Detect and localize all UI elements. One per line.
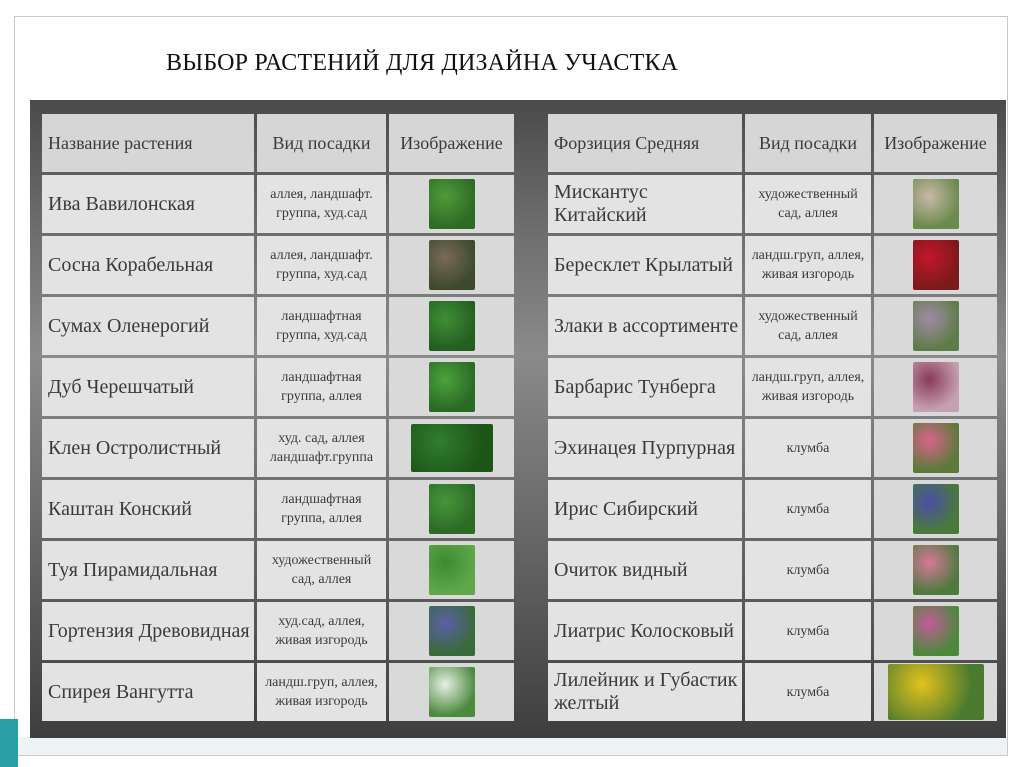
planting-type-text [752,368,865,406]
planting-type-text [787,683,830,702]
planting-type-line: художественный [758,309,858,324]
echinacea-photo [913,423,959,473]
planting-type-line: сад, аллея [778,328,838,343]
plant-image-cell [389,358,514,416]
planting-type-line: ландш.груп, аллея, [265,675,378,690]
plant-name-cell: Очиток видный [548,541,742,599]
planting-type-line: клумба [786,440,830,456]
planting-type-cell [745,663,871,721]
header-image-cell: Изображение [389,114,514,172]
pine-tree-photo [429,240,475,290]
planting-type-line: живая изгородь [275,694,368,709]
plant-image-cell [874,541,997,599]
planting-type-line: живая изгородь [275,633,368,648]
table-row [42,541,514,599]
daylily-photo [888,664,984,720]
plant-image-cell [874,236,997,294]
table-row [548,480,997,538]
plant-name-cell: Сосна Корабельная [42,236,254,294]
table-row [42,419,514,477]
plant-image-cell [389,663,514,721]
header-image-cell: Изображение [874,114,997,172]
plant-image-cell [389,175,514,233]
table-row [548,602,997,660]
plant-image-cell [874,663,997,721]
planting-type-cell [745,358,871,416]
planting-type-line: аллея, ландшафт. [270,248,373,263]
table-row [42,297,514,355]
plant-name-cell: Дуб Черешчатый [42,358,254,416]
planting-type-text [787,561,830,580]
planting-type-line: ландшафтная [281,370,362,385]
planting-type-text [270,429,373,467]
planting-type-cell [257,419,386,477]
planting-type-cell [257,663,386,721]
plant-image-cell [874,358,997,416]
table-row [42,236,514,294]
plant-image-cell [874,480,997,538]
table-row [42,602,514,660]
planting-type-line: аллея, ландшафт. [270,187,373,202]
planting-type-line: клумба [786,562,830,578]
table-row [548,236,997,294]
plant-name-cell: Эхинацея Пурпурная [548,419,742,477]
planting-type-text [787,439,830,458]
table-row [548,419,997,477]
planting-type-line: группа, худ.сад [276,206,367,221]
planting-type-cell [257,358,386,416]
planting-type-line: группа, худ.сад [276,267,367,282]
planting-type-line: группа, аллея [281,389,362,404]
table-row [42,663,514,721]
grasses-photo [913,301,959,351]
oak-tree-photo [429,362,475,412]
plant-name-cell: Бересклет Крылатый [548,236,742,294]
planting-type-cell [745,419,871,477]
plant-image-cell [874,419,997,477]
plant-name-cell: Ива Вавилонская [42,175,254,233]
planting-type-cell [745,480,871,538]
plant-name-cell: Лилейник и Губастик желтый [548,663,742,721]
plant-image-cell [389,419,514,477]
planting-type-cell [257,297,386,355]
planting-type-text [758,185,857,223]
table-row [548,541,997,599]
planting-type-line: клумба [786,623,830,639]
slide-bottom-band [14,737,1007,755]
planting-type-text [275,612,367,650]
table-header-row [42,114,514,172]
table-row [548,175,997,233]
planting-type-line: группа, худ.сад [276,328,367,343]
planting-type-line: худ.сад, аллея, [278,614,365,629]
planting-type-text [281,490,362,528]
planting-type-text [787,500,830,519]
planting-type-cell [745,602,871,660]
planting-type-cell [745,175,871,233]
planting-type-cell [257,602,386,660]
slide-accent-bar [0,719,18,767]
plant-name-cell: Барбарис Тунберга [548,358,742,416]
table-row [42,358,514,416]
planting-type-text [272,551,371,589]
header-name-cell: Форзиция Средняя [548,114,742,172]
planting-type-cell [257,541,386,599]
table-row [548,663,997,721]
planting-type-cell [745,297,871,355]
planting-type-text [270,185,372,223]
barberry-photo [913,362,959,412]
planting-type-line: клумба [786,684,830,700]
planting-type-line: ландшафтная [281,309,362,324]
planting-type-line: живая изгородь [761,389,855,404]
table-header-row [548,114,997,172]
header-type-cell: Вид посадки [257,114,386,172]
slide-title: ВЫБОР РАСТЕНИЙ ДЛЯ ДИЗАЙНА УЧАСТКА [166,50,679,76]
sedum-photo [913,545,959,595]
planting-type-text [281,368,362,406]
planting-type-text [758,307,857,345]
planting-type-cell [257,175,386,233]
liatris-photo [913,606,959,656]
plant-name-cell: Каштан Конский [42,480,254,538]
plant-image-cell [874,602,997,660]
planting-type-text [787,622,830,641]
planting-type-line: ландшафт.группа [269,450,374,465]
plants-table-image [30,100,1006,738]
spiraea-photo [429,667,475,717]
planting-type-cell [257,480,386,538]
planting-type-line: ландш.груп, аллея, [751,248,865,263]
plant-image-cell [389,297,514,355]
planting-type-line: сад, аллея [291,572,352,587]
plant-image-cell [389,480,514,538]
table-row [42,480,514,538]
thuja-photo [429,545,475,595]
plant-name-cell: Туя Пирамидальная [42,541,254,599]
plant-name-cell: Сумах Оленерогий [42,297,254,355]
plant-name-cell: Спирея Вангутта [42,663,254,721]
plant-image-cell [389,236,514,294]
header-name-cell: Название растения [42,114,254,172]
plant-image-cell [874,175,997,233]
planting-type-line: группа, аллея [281,511,362,526]
planting-type-line: ландш.груп, аллея, [751,370,865,385]
euonymus-photo [913,240,959,290]
chestnut-tree-photo [429,484,475,534]
planting-type-text [270,246,372,284]
iris-photo [913,484,959,534]
plant-name-cell: Ирис Сибирский [548,480,742,538]
planting-type-line: худ. сад, аллея [278,431,365,446]
planting-type-line: художественный [271,553,372,568]
planting-type-line: живая изгородь [761,267,855,282]
planting-type-line: ландшафтная [281,492,362,507]
table-row [548,358,997,416]
weeping-willow-photo [429,179,475,229]
table-row [548,297,997,355]
plant-name-cell: Лиатрис Колосковый [548,602,742,660]
plant-name-cell: Гортензия Древовидная [42,602,254,660]
hydrangea-photo [429,606,475,656]
plant-image-cell [389,541,514,599]
planting-type-text [265,673,378,711]
plant-image-cell [874,297,997,355]
planting-type-line: клумба [786,501,830,517]
miscanthus-photo [913,179,959,229]
plant-name-cell: Злаки в ассортименте [548,297,742,355]
sumac-tree-photo [429,301,475,351]
planting-type-cell [745,236,871,294]
planting-type-cell [257,236,386,294]
planting-type-cell [745,541,871,599]
plant-image-cell [389,602,514,660]
table-row [42,175,514,233]
plant-name-cell: Клен Остролистный [42,419,254,477]
planting-type-line: сад, аллея [778,206,838,221]
plant-name-cell: Мискантус Китайский [548,175,742,233]
planting-type-text [276,307,367,345]
planting-type-text [752,246,865,284]
maple-trees-photo [411,424,493,472]
header-type-cell: Вид посадки [745,114,871,172]
planting-type-line: художественный [758,187,858,202]
